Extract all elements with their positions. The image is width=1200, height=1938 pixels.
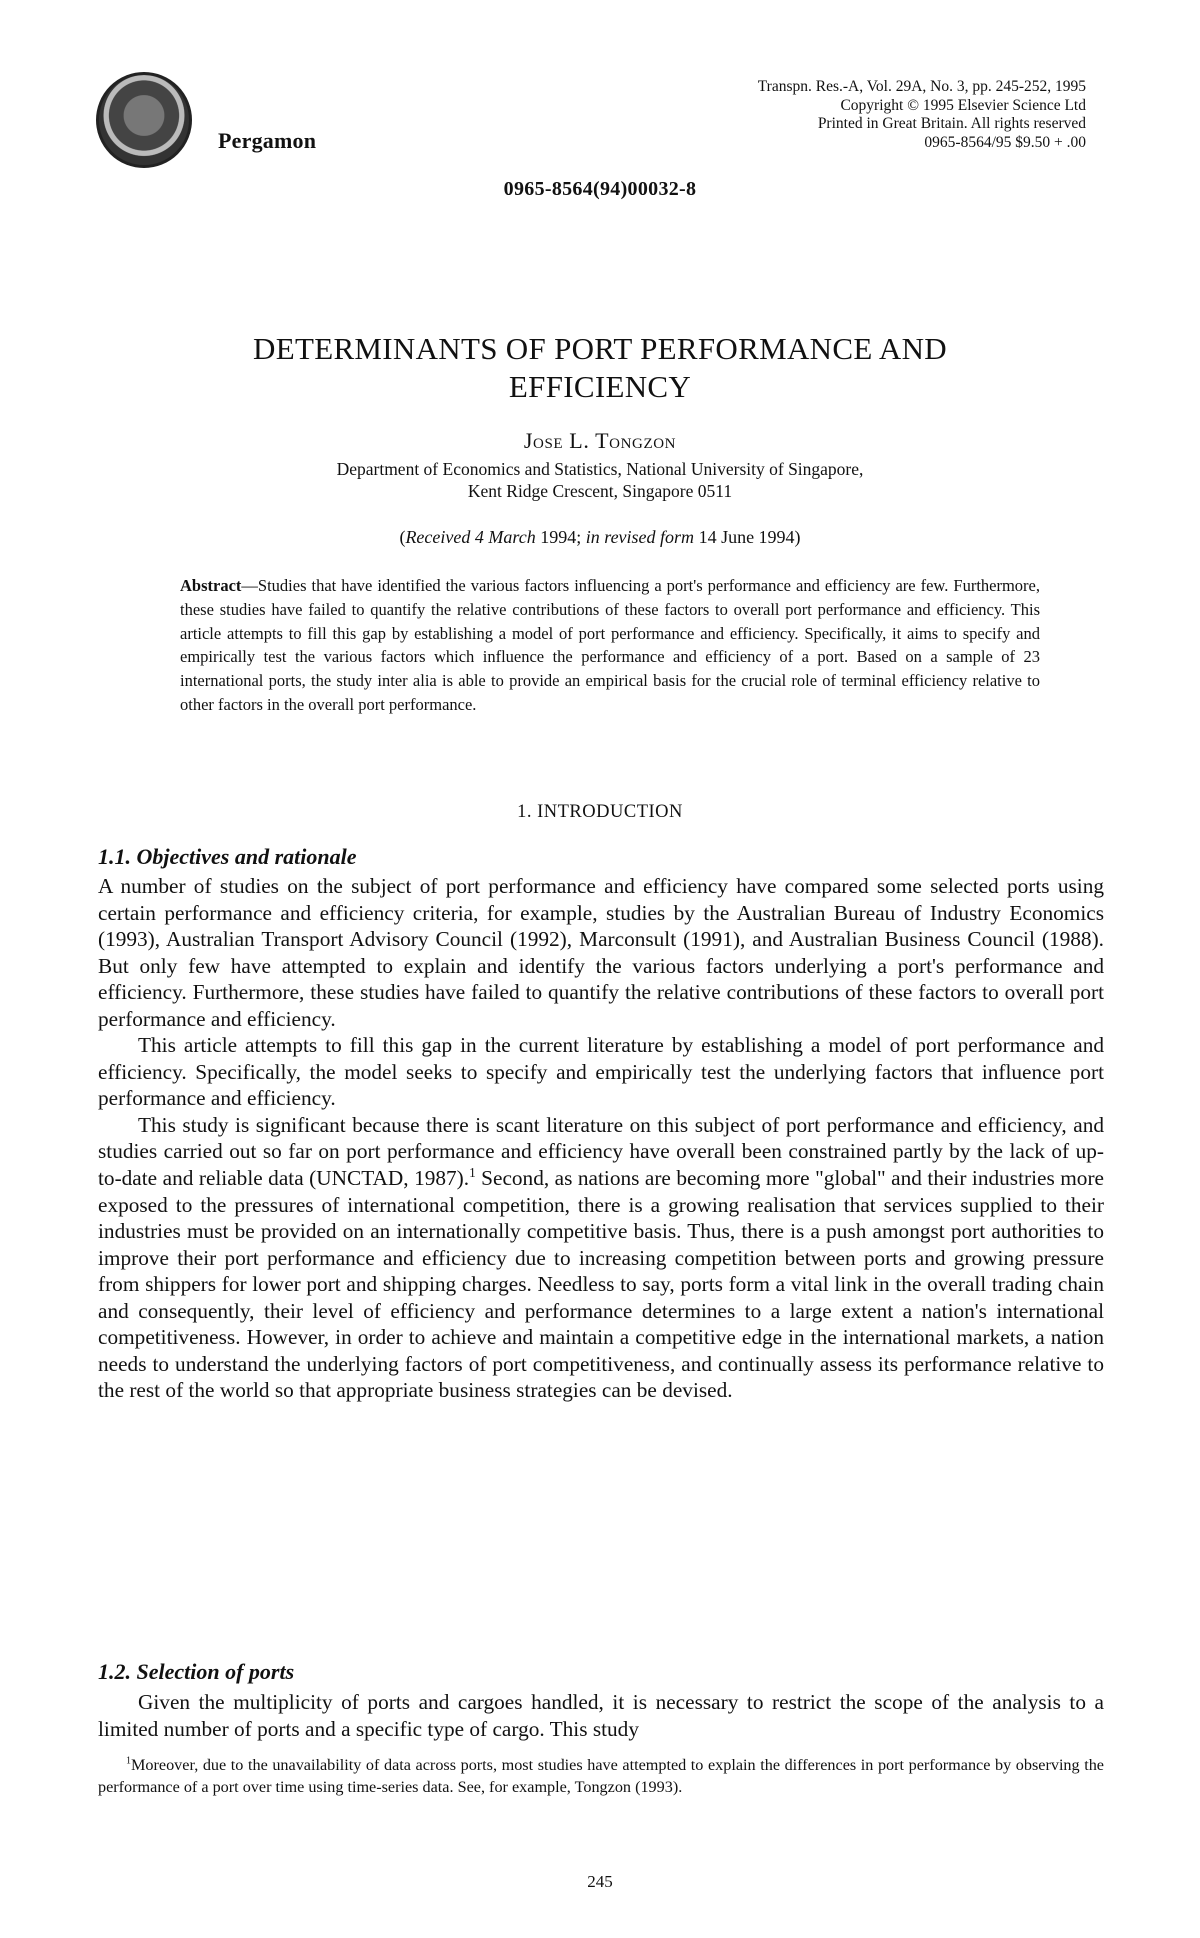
received-year: 1994; <box>535 527 586 547</box>
printed-line: Printed in Great Britain. All rights reserved <box>817 115 1086 132</box>
title-line: DETERMINANTS OF PORT PERFORMANCE AND <box>253 331 947 366</box>
received-open: ( <box>399 527 406 547</box>
body-text-selection <box>98 1689 1104 1742</box>
article-title <box>180 330 1020 406</box>
title-line: EFFICIENCY <box>508 369 692 404</box>
page-number: 245 <box>587 1872 613 1891</box>
paragraph-text: Second, as nations are becoming more "global" and their industries more exposed to the pressures of international competition, there is a growing realisation that services supplied to their industries must be provided on an internationally competitive basis. Thus, there is a push amongst port authorities to improve their port performance and efficiency due to increasing competition between ports and growing pressure from shippers for lower port and shipping charges. Needless to say, ports form a vital link in the overall trading chain and consequently, their level of efficiency and performance determines to a large extent a nation's international competitiveness. However, in order to achieve and maintain a competitive edge in the international markets, a nation needs to understand the underlying factors of port competitiveness, and continually assess its performance relative to the rest of the world so that appropriate business strategies can be devised. <box>98 1166 1104 1403</box>
revised-label: in revised form <box>585 527 695 547</box>
subsection-heading-objectives: 1.1. Objectives and rationale <box>98 844 357 869</box>
author-affiliation <box>200 458 1000 502</box>
affiliation-line: Department of Economics and Statistics, National University of Singapore, <box>336 459 864 479</box>
footnote-reference: 1 <box>469 1164 476 1180</box>
publisher-logo <box>96 72 192 168</box>
affiliation-line: Kent Ridge Crescent, Singapore 0511 <box>467 481 733 501</box>
footnote-mark: 1 <box>126 1755 132 1767</box>
subsection-heading-selection: 1.2. Selection of ports <box>98 1659 295 1684</box>
footnote-text <box>98 1755 1104 1798</box>
paragraph: This article attempts to fill this gap in the current literature by establishing a model of port performance and efficiency. Specifically, the model seeks to specify and empirically test the underlying factors that influence port performance and efficiency. <box>98 1033 1104 1111</box>
paragraph <box>98 1112 1104 1404</box>
revised-date: 14 June 1994) <box>694 527 801 547</box>
abstract-text: —Studies that have identified the various factors influencing a port's performance and efficiency are few. Furthermore, these studies have failed to quantify the relative contributions of these factors to overall port performance and efficiency. This article attempts to fill this gap by establishing a model of port performance and efficiency. Specifically, it aims to specify and empirically test the various factors which influence the performance and efficiency of a port. Based on a sample of 23 international ports, the study inter alia is able to provide an empirical basis for the crucial role of terminal efficiency relative to other factors in the overall port performance. <box>180 576 1040 714</box>
paragraph-text: This study is significant because there is scant literature on this subject of port performance and efficiency, and studies carried out so far on port performance and efficiency have overall been constrained partly by the lack of up-to-date and reliable data (UNCTAD, 1987). <box>98 1112 1104 1191</box>
section-heading-introduction: 1. INTRODUCTION <box>517 802 683 822</box>
article-identifier: 0965-8564(94)00032-8 <box>503 178 697 200</box>
author-name: Jose L. Tongzon <box>523 428 677 453</box>
copyright-line: Copyright © 1995 Elsevier Science Ltd <box>840 96 1086 114</box>
issn-price-line: 0965-8564/95 $9.50 + .00 <box>924 133 1086 151</box>
journal-citation <box>566 78 1086 152</box>
abstract <box>180 574 1040 717</box>
paragraph: A number of studies on the subject of port performance and efficiency have compared some selected ports using certain performance and efficiency criteria, for example, studies by the Australian Bureau of Industry Economics (1993), Australian Transport Advisory Council (1992), Marconsult (1991), and Australian Business Council (1988). But only few have attempted to explain and identify the various factors underlying a port's performance and efficiency. Furthermore, these studies have failed to quantify the relative contributions of these factors to overall port performance and efficiency. <box>98 874 1104 1031</box>
received-dates <box>0 527 1200 548</box>
received-date: 4 March <box>474 527 536 547</box>
body-text-objectives <box>98 873 1104 1404</box>
citation-line: Transpn. Res.-A, Vol. 29A, No. 3, pp. 245-252, 1995 <box>757 78 1086 95</box>
footnote-body: Moreover, due to the unavailability of data across ports, most studies have attempted to explain the differences in port performance by observing the performance of a port over time using time-series data. See, for example, Tongzon (1993). <box>98 1756 1104 1796</box>
publisher-name: Pergamon <box>218 128 317 153</box>
received-label: Received <box>405 527 471 547</box>
footnote <box>98 1755 1104 1798</box>
paragraph: Given the multiplicity of ports and cargoes handled, it is necessary to restrict the scope of the analysis to a limited number of ports and a specific type of cargo. This study <box>98 1690 1104 1741</box>
abstract-label: Abstract <box>180 576 242 595</box>
